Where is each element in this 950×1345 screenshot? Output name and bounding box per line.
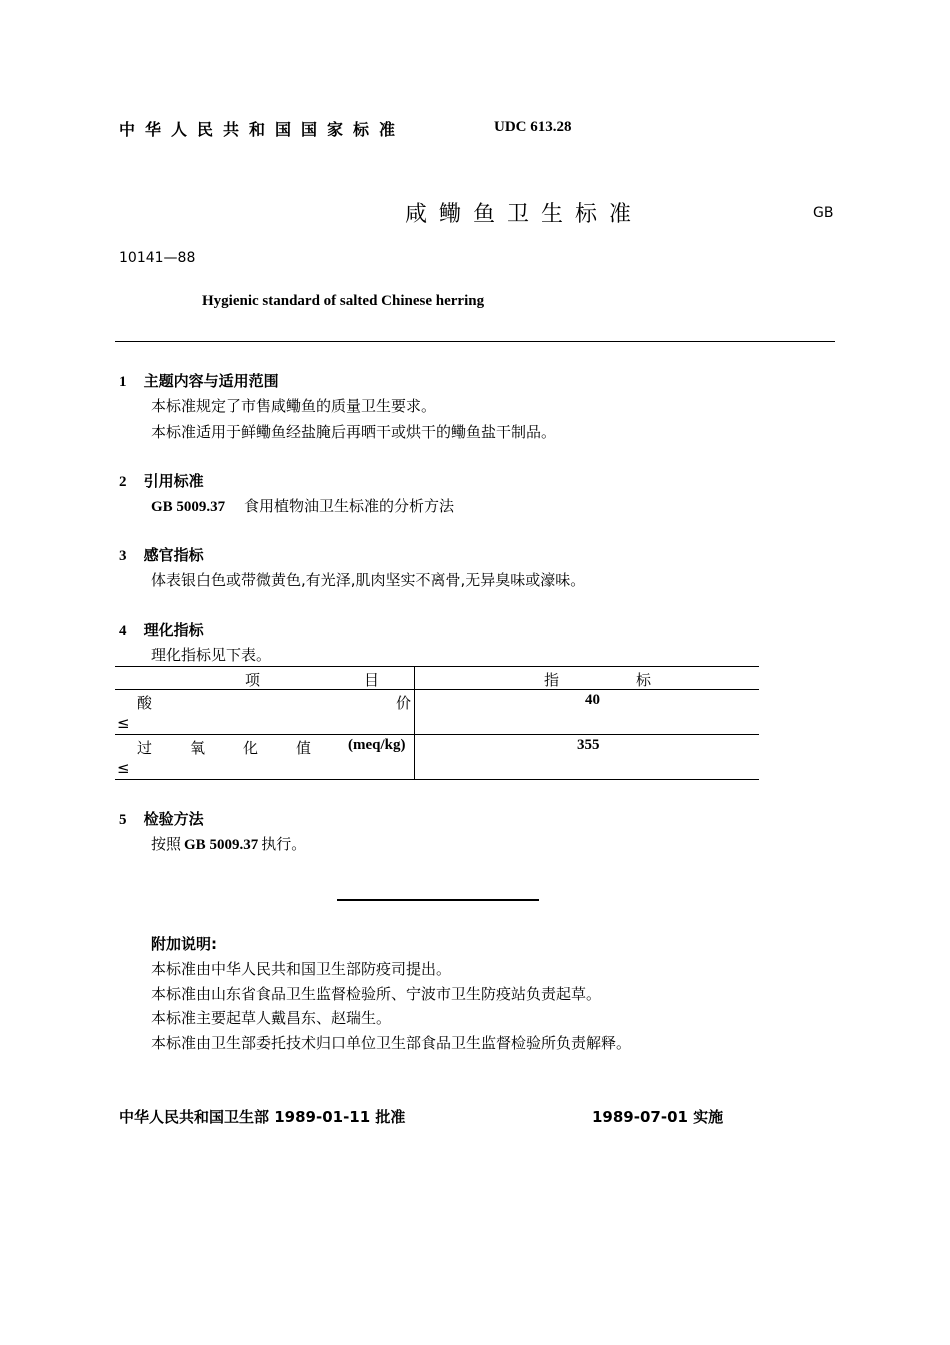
header-item-char: 目: [364, 671, 380, 689]
item-text: 化: [243, 739, 259, 757]
le-symbol: ≤: [117, 759, 130, 777]
english-title: Hygienic standard of salted Chinese herring: [202, 293, 485, 309]
section-3-line-1: 体表银白色或带微黄色,有光泽,肌肉坚实不离骨,无异臭味或濠味。: [151, 571, 586, 589]
header-value-char: 标: [636, 671, 652, 689]
issuing-body: 中华人民共和国国家标准: [119, 120, 406, 139]
section-title: 理化指标: [143, 621, 204, 639]
value-text: 40: [585, 692, 600, 708]
section-title: 感官指标: [143, 546, 204, 564]
section-1-line-2: 本标准适用于鲜鳓鱼经盐腌后再晒干或烘干的鳓鱼盐干制品。: [151, 423, 557, 441]
header-value-char: 指: [544, 671, 560, 689]
section-1-heading: [119, 370, 279, 391]
section-title: 检验方法: [143, 810, 204, 828]
item-text: 值: [296, 739, 312, 757]
header-item-cell: [115, 667, 415, 690]
section-1-line-1: 本标准规定了市售咸鳓鱼的质量卫生要求。: [151, 397, 437, 415]
section-2-heading: [119, 470, 204, 491]
item-text: 酸: [137, 694, 153, 712]
item-text: 价: [396, 694, 412, 712]
notes-line: 本标准由卫生部委托技术归口单位卫生部食品卫生监督检验所负责解释。: [151, 1034, 632, 1052]
section-4-line-1: 理化指标见下表。: [151, 646, 272, 664]
section-number: 1: [119, 374, 127, 390]
section-4-heading: [119, 619, 204, 640]
method-code: GB 5009.37: [184, 837, 259, 853]
item-cell: [115, 690, 415, 735]
section-5-heading: [119, 808, 204, 829]
le-symbol: ≤: [117, 714, 130, 732]
notes-title: 附加说明:: [151, 935, 217, 953]
notes-line: 本标准由中华人民共和国卫生部防疫司提出。: [151, 960, 452, 978]
notes-line: 本标准由山东省食品卫生监督检验所、宁波市卫生防疫站负责起草。: [151, 985, 602, 1003]
value-cell: [415, 735, 760, 780]
section-number: 4: [119, 623, 127, 639]
section-title: 主题内容与适用范围: [143, 372, 279, 390]
section-number: 3: [119, 548, 127, 564]
value-cell: [415, 690, 760, 735]
reference-code: GB 5009.37: [151, 499, 226, 515]
implementation-line: 1989-07-01 实施: [592, 1108, 724, 1126]
reference-text: 食用植物油卫生标准的分析方法: [243, 497, 454, 515]
document-title: 咸鳓鱼卫生标准: [405, 202, 644, 227]
section-5-method: [151, 833, 306, 854]
value-text: 355: [577, 737, 600, 753]
gb-label: GB: [813, 205, 834, 221]
physicochemical-table: [115, 666, 759, 780]
section-number: 2: [119, 474, 127, 490]
method-prefix: 按照: [151, 835, 182, 853]
table-row: [115, 690, 759, 735]
notes-divider: [337, 899, 539, 901]
section-title: 引用标准: [143, 472, 204, 490]
table-row: [115, 735, 759, 780]
approval-line: 中华人民共和国卫生部 1989-01-11 批准: [119, 1108, 406, 1126]
method-suffix: 执行。: [261, 835, 307, 853]
section-2-reference: [151, 495, 454, 516]
udc-code: UDC 613.28: [494, 119, 572, 135]
item-cell: [115, 735, 415, 780]
header-value-cell: [415, 667, 760, 690]
section-number: 5: [119, 812, 127, 828]
header-divider: [115, 341, 835, 342]
header-item-char: 项: [245, 671, 261, 689]
item-text: 过: [137, 739, 153, 757]
section-3-heading: [119, 544, 204, 565]
unit-text: (meq/kg): [348, 737, 406, 753]
item-text: 氧: [190, 739, 206, 757]
standard-code: 10141—88: [119, 250, 196, 266]
table-header-row: [115, 667, 759, 690]
notes-line: 本标准主要起草人戴昌东、赵瑞生。: [151, 1009, 392, 1027]
